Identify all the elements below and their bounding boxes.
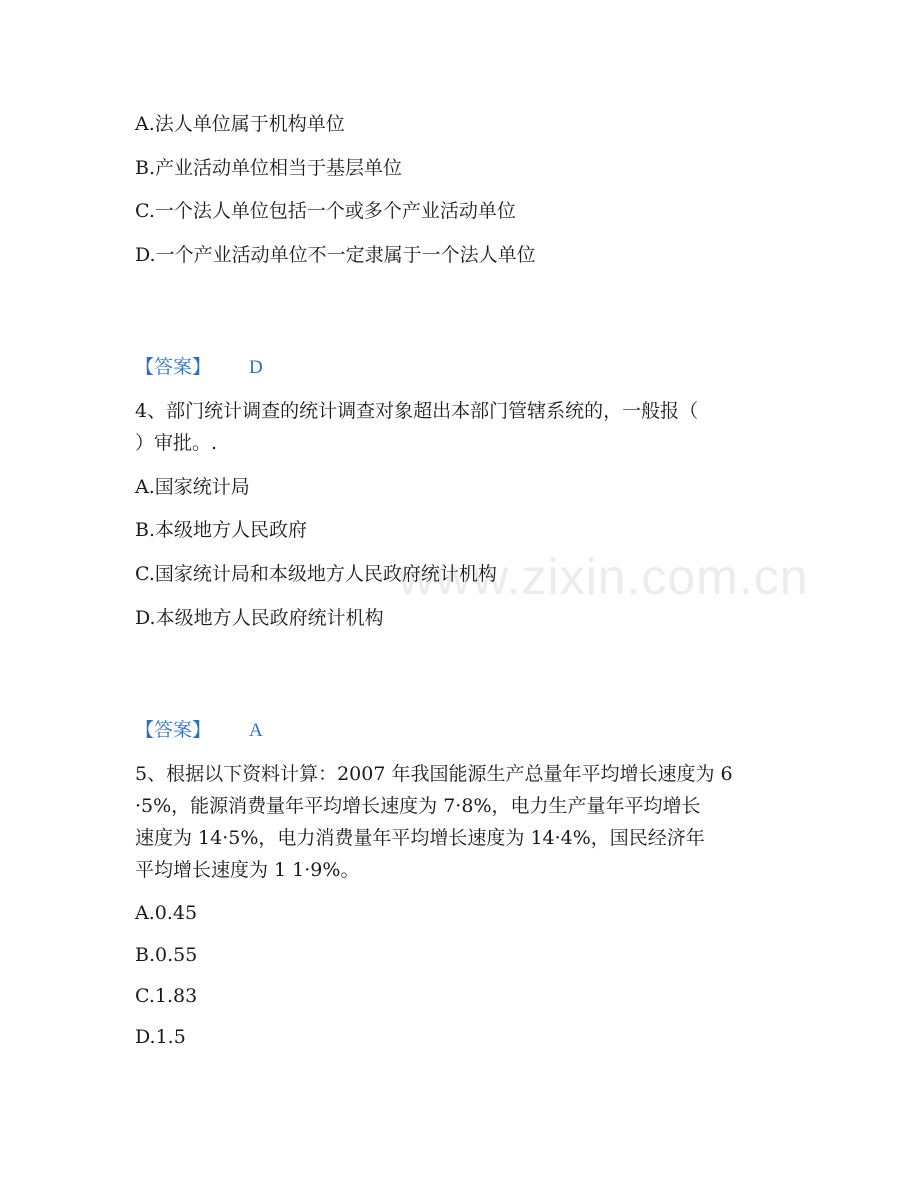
q5-stem-line-4: 平均增长速度为 1 1·9%。	[135, 859, 360, 881]
q3-option-a: A.法人单位属于机构单位	[135, 113, 345, 135]
q4-stem-line-2: ）审批。.	[135, 432, 218, 454]
q5-stem-line-3: 速度为 14·5%，电力消费量年平均增长速度为 14·4%，国民经济年	[135, 827, 705, 849]
watermark: www.zixin.com.cn	[398, 549, 809, 605]
q4-option-c: C.国家统计局和本级地方人民政府统计机构	[135, 563, 497, 585]
q5-option-a: A.0.45	[135, 902, 198, 924]
q5-option-b: B.0.55	[135, 944, 198, 966]
q3-option-c: C.一个法人单位包括一个或多个产业活动单位	[135, 200, 516, 222]
q5-option-c: C.1.83	[135, 985, 198, 1007]
q4-answer	[135, 719, 263, 742]
q4-option-d: D.本级地方人民政府统计机构	[135, 607, 384, 629]
q5-option-d: D.1.5	[135, 1026, 186, 1048]
answer-value: A	[249, 720, 263, 741]
answer-value: D	[249, 357, 263, 378]
q4-stem-line-1: 4、部门统计调查的统计调查对象超出本部门管辖系统的，一般报（	[135, 400, 699, 422]
answer-tag: 【答案】	[135, 356, 212, 378]
q4-option-a: A.国家统计局	[135, 476, 250, 498]
q5-stem-line-2: ·5%，能源消费量年平均增长速度为 7·8%，电力生产量年平均增长	[135, 795, 701, 817]
answer-tag: 【答案】	[135, 719, 212, 741]
q5-stem-line-1: 5、根据以下资料计算：2007 年我国能源生产总量年平均增长速度为 6	[135, 763, 733, 785]
q3-option-d: D.一个产业活动单位不一定隶属于一个法人单位	[135, 244, 536, 266]
q3-option-b: B.产业活动单位相当于基层单位	[135, 157, 403, 179]
q4-option-b: B.本级地方人民政府	[135, 519, 308, 541]
q3-answer	[135, 356, 263, 379]
